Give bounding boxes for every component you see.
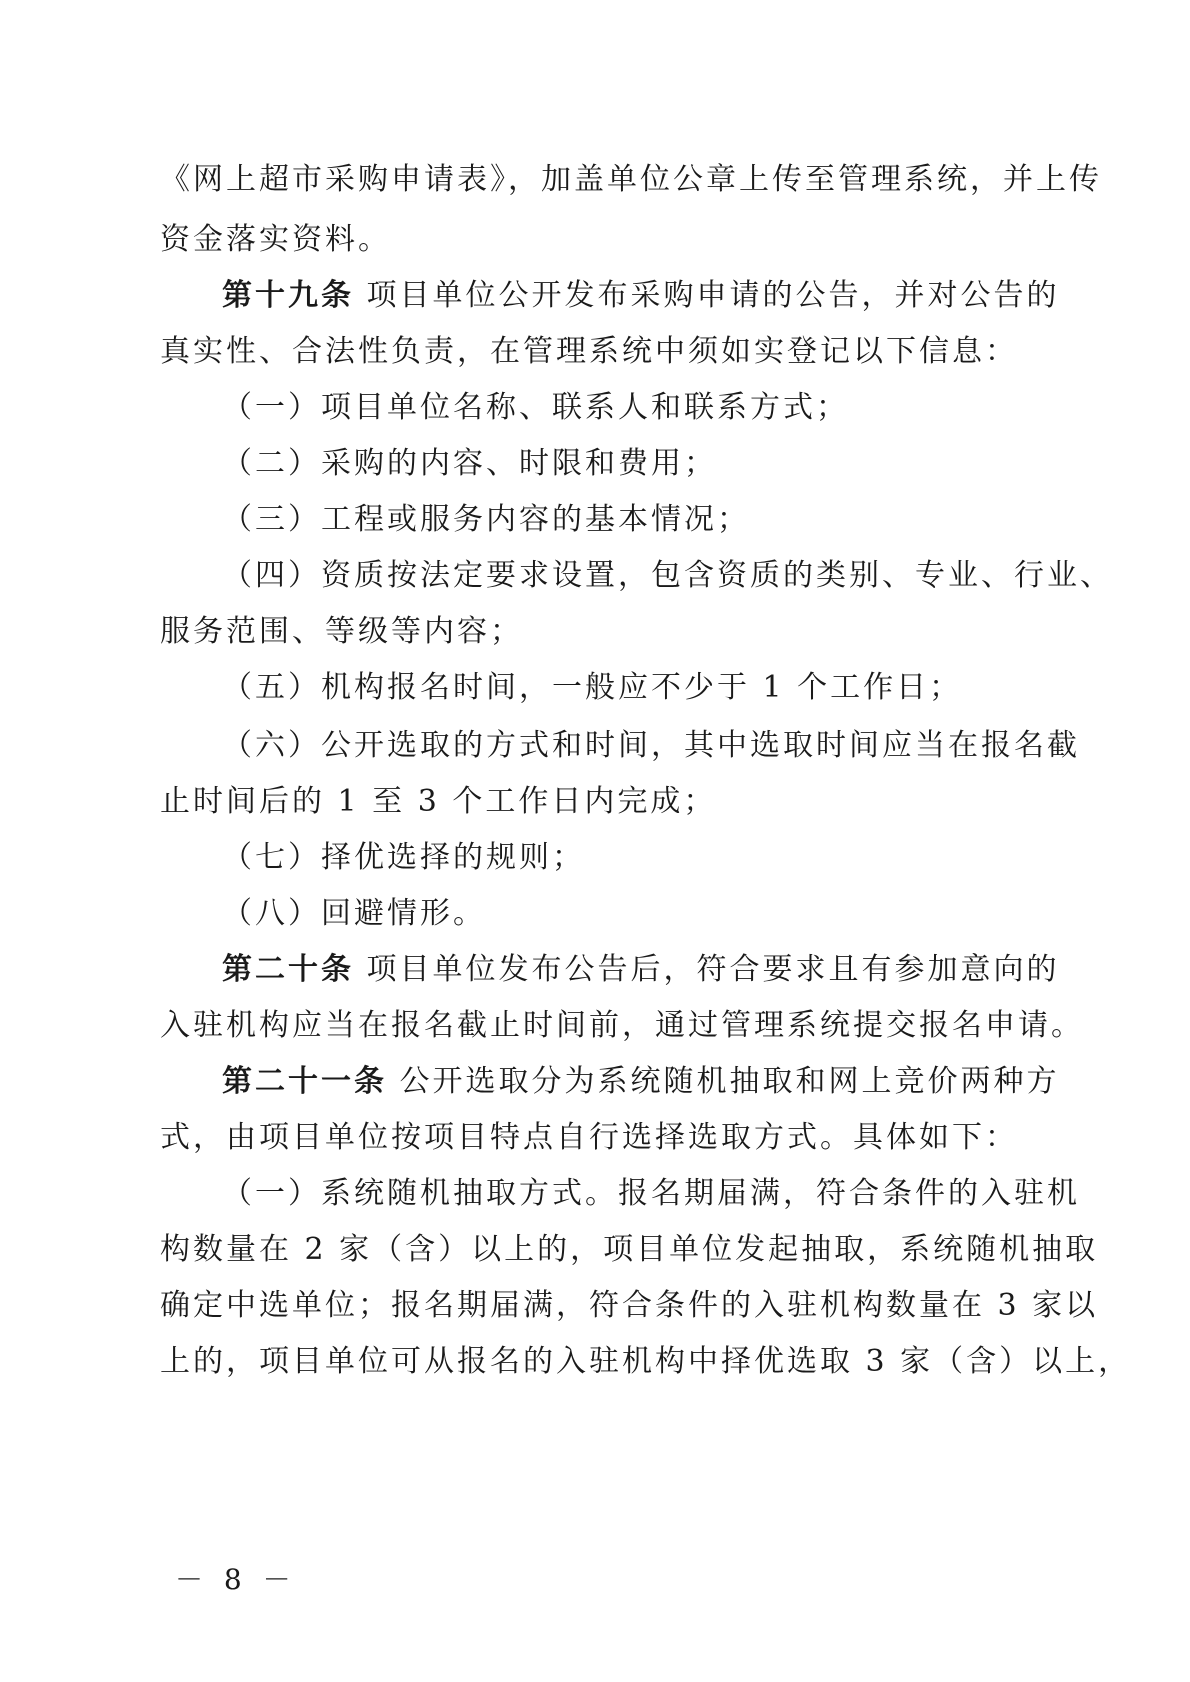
text-line: 服务范围、等级等内容； bbox=[160, 614, 523, 649]
article-19-first-line bbox=[222, 276, 1062, 316]
list-item: （一）系统随机抽取方式。报名期届满，符合条件的入驻机 bbox=[222, 1176, 1080, 1211]
text-line: 构数量在 2 家（含）以上的，项目单位发起抽取，系统随机抽取 bbox=[160, 1232, 1099, 1267]
text-line: 确定中选单位；报名期届满，符合条件的入驻机构数量在 3 家以 bbox=[160, 1288, 1099, 1323]
article-21-heading: 第二十一条 bbox=[222, 1064, 387, 1099]
list-item: （三）工程或服务内容的基本情况； bbox=[222, 502, 750, 537]
text-line: 资金落实资料。 bbox=[160, 222, 391, 257]
article-19-text: 项目单位公开发布采购申请的公告，并对公告的 bbox=[366, 278, 1060, 313]
list-item: （八）回避情形。 bbox=[222, 896, 486, 931]
article-21-text: 公开选取分为系统随机抽取和网上竞价两种方 bbox=[399, 1064, 1060, 1099]
article-20-text: 项目单位发布公告后，符合要求且有参加意向的 bbox=[366, 952, 1060, 987]
text-line: 止时间后的 1 至 3 个工作日内完成； bbox=[160, 784, 717, 819]
text-line: 真实性、合法性负责，在管理系统中须如实登记以下信息： bbox=[160, 334, 1018, 369]
text-line: 上的，项目单位可从报名的入驻机构中择优选取 3 家（含）以上， bbox=[160, 1344, 1132, 1379]
text-line: 式，由项目单位按项目特点自行选择选取方式。具体如下： bbox=[160, 1120, 1018, 1155]
list-item: （七）择优选择的规则； bbox=[222, 840, 585, 875]
article-19-heading: 第十九条 bbox=[222, 278, 354, 313]
article-21-first-line bbox=[222, 1062, 1062, 1102]
article-20-heading: 第二十条 bbox=[222, 952, 354, 987]
list-item: （六）公开选取的方式和时间，其中选取时间应当在报名截 bbox=[222, 728, 1080, 763]
text-line: 《网上超市采购申请表》，加盖单位公章上传至管理系统，并上传 bbox=[160, 162, 1102, 197]
article-20-first-line bbox=[222, 950, 1062, 990]
page-number: － 8 － bbox=[175, 1563, 297, 1596]
list-item: （二）采购的内容、时限和费用； bbox=[222, 446, 717, 481]
list-item: （一）项目单位名称、联系人和联系方式； bbox=[222, 390, 849, 425]
list-item: （五）机构报名时间，一般应不少于 1 个工作日； bbox=[222, 670, 963, 705]
list-item: （四）资质按法定要求设置，包含资质的类别、专业、行业、 bbox=[222, 558, 1113, 593]
text-line: 入驻机构应当在报名截止时间前，通过管理系统提交报名申请。 bbox=[160, 1008, 1084, 1043]
